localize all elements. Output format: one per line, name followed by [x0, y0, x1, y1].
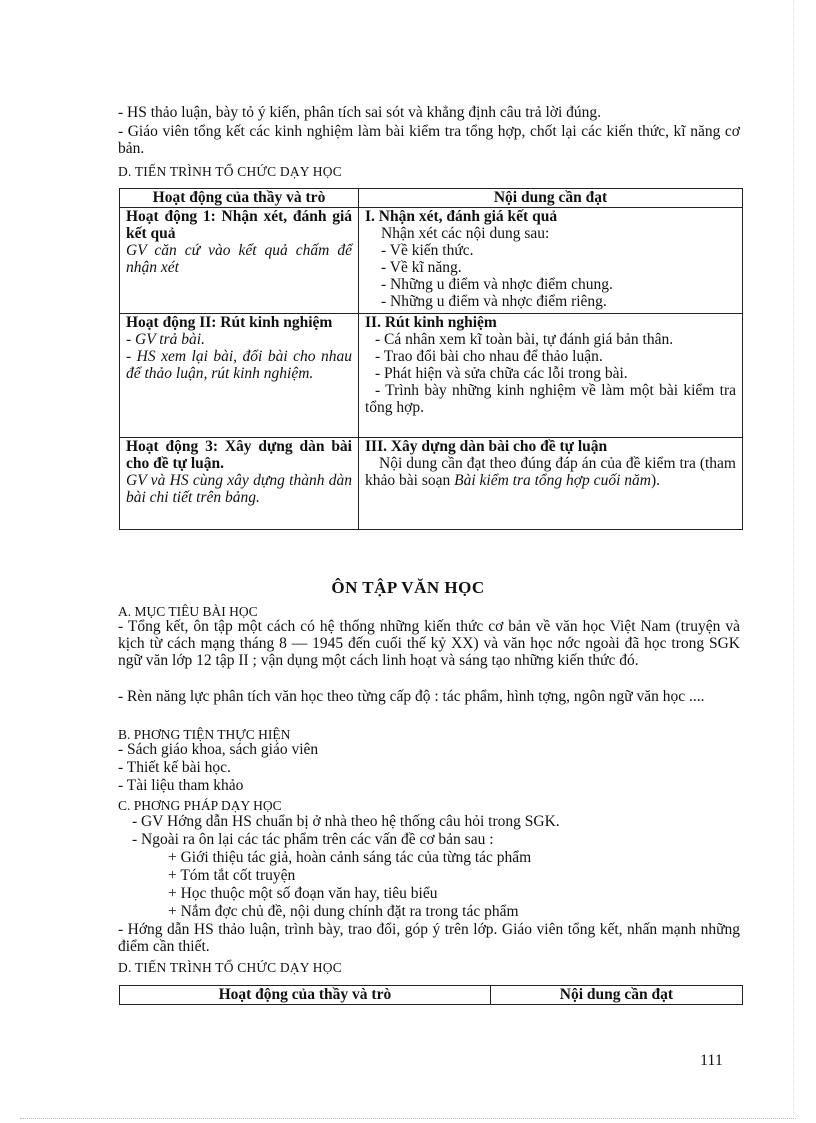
lesson-title: ÔN TẬP VĂN HỌC [331, 578, 485, 597]
content-cell [359, 208, 743, 314]
activity-note: GV và HS cùng xây dựng thành dàn bài chi tiết trên bảng. [126, 472, 352, 506]
activity-note: - HS xem lại bài, đổi bài cho nhau để thảo luận, rút kinh nghiệm. [126, 348, 352, 382]
activity-note: GV căn cứ vào kết quả chấm để nhận xét [126, 242, 352, 276]
activity-table-2 [119, 985, 743, 1005]
column-header-activities: Hoạt động của thầy và trò [120, 189, 359, 208]
table-row [120, 438, 743, 530]
content-text-end: ). [650, 472, 660, 489]
content-line: - Về kĩ năng. [381, 259, 462, 276]
page-border-bottom [20, 1118, 796, 1119]
activity-cell [120, 208, 359, 314]
table-row [120, 314, 743, 438]
activity-title: Hoạt động II: Rút kinh nghiệm [126, 314, 333, 331]
content-line: - Những u điểm và nhợc điểm chung. [381, 276, 613, 293]
column-header-content: Nội dung cần đạt [359, 189, 743, 208]
content-text: Nội dung cần đạt theo đúng đáp án của đề kiểm tra (tham khảo bài soạn [365, 455, 736, 489]
activity-cell [120, 314, 359, 438]
table-row [120, 208, 743, 314]
intro-line-1: - HS thảo luận, bày tỏ ý kiến, phân tích sai sót và khẳng định câu trả lời đúng. [118, 104, 602, 121]
page-border-right [793, 0, 794, 1117]
section-c-bullet: + Nắm đợc chủ đề, nội dung chính đặt ra trong tác phẩm [168, 903, 519, 920]
section-c-bullet: + Học thuộc một số đoạn văn hay, tiêu biểu [168, 885, 438, 902]
content-italic-ref: Bài kiểm tra tổng hợp cuối năm [454, 472, 651, 489]
section-b-heading: B. PHƠNG TIỆN THỰC HIỆN [118, 727, 291, 742]
content-paragraph [365, 455, 736, 489]
content-cell [359, 314, 743, 438]
column-header-activities: Hoạt động của thầy và trò [120, 986, 491, 1005]
content-line: - Trao đổi bài cho nhau để thảo luận. [375, 348, 603, 365]
section-b-item: - Tài liệu tham khảo [118, 777, 244, 794]
content-line: - Về kiến thức. [381, 242, 474, 259]
section-b-item: - Thiết kế bài học. [118, 759, 231, 776]
section-c-bullet: + Tóm tắt cốt truyện [168, 867, 296, 884]
section-c-paragraph: - Hớng dẫn HS thảo luận, trình bày, trao đổi, góp ý trên lớp. Giáo viên tổng kết, nhấn mạnh những điểm cần thiết. [118, 921, 740, 955]
content-title: I. Nhận xét, đánh giá kết quả [365, 208, 558, 225]
content-line: Nhận xét các nội dung sau: [381, 225, 550, 242]
section-c-heading: C. PHƠNG PHÁP DẠY HỌC [118, 798, 282, 813]
activity-note: - GV trả bài. [126, 331, 205, 348]
section-a-paragraph-2: - Rèn năng lực phân tích văn học theo từng cấp độ : tác phẩm, hình tợng, ngôn ngữ văn học .... [118, 688, 705, 705]
activity-cell [120, 438, 359, 530]
section-d-heading-2: D. TIẾN TRÌNH TỔ CHỨC DẠY HỌC [118, 960, 342, 975]
content-line: - Trình bày những kinh nghiệm về làm một bài kiểm tra tổng hợp. [365, 382, 736, 416]
page-number: 111 [700, 1052, 723, 1069]
intro-line-2: - Giáo viên tổng kết các kinh nghiệm làm bài kiểm tra tổng hợp, chốt lại các kiến thức, kĩ năng cơ bản. [118, 123, 740, 157]
activity-title: Hoạt động 1: Nhận xét, đánh giá kết quả [126, 208, 352, 242]
content-title: II. Rút kinh nghiệm [365, 314, 497, 331]
column-header-content: Nội dung cần đạt [490, 986, 742, 1005]
content-title: III. Xây dựng dàn bài cho đề tự luận [365, 438, 608, 455]
content-cell [359, 438, 743, 530]
table-header-row [120, 986, 743, 1005]
activity-title: Hoạt động 3: Xây dựng dàn bài cho đề tự luận. [126, 438, 352, 472]
section-d-heading: D. TIẾN TRÌNH TỔ CHỨC DẠY HỌC [118, 164, 342, 179]
section-c-line: - GV Hớng dẫn HS chuẩn bị ở nhà theo hệ thống câu hỏi trong SGK. [132, 813, 560, 830]
content-line: - Cá nhân xem kĩ toàn bài, tự đánh giá bản thân. [375, 331, 674, 348]
section-a-paragraph-1: - Tổng kết, ôn tập một cách có hệ thống những kiến thức cơ bản về văn học Việt Nam (truyện và kịch từ cách mạng tháng 8 — 1945 đến cuối thế kỷ XX) và văn học nớc ngoài đã học trong SGK ngữ văn lớp 12 tập II ; vận dụng một cách linh hoạt và sáng tạo những kiến thức đó. [118, 618, 740, 669]
activity-table-1 [119, 188, 743, 530]
section-c-bullet: + Giới thiệu tác giả, hoàn cảnh sáng tác của từng tác phẩm [168, 849, 532, 866]
section-b-item: - Sách giáo khoa, sách giáo viên [118, 741, 319, 758]
section-c-line: - Ngoài ra ôn lại các tác phẩm trên các vấn đề cơ bản sau : [132, 831, 494, 848]
table-header-row [120, 189, 743, 208]
section-a-heading: A. MỤC TIÊU BÀI HỌC [118, 604, 258, 619]
content-line: - Những u điểm và nhợc điểm riêng. [381, 293, 607, 310]
content-line: - Phát hiện và sửa chữa các lỗi trong bài. [375, 365, 628, 382]
